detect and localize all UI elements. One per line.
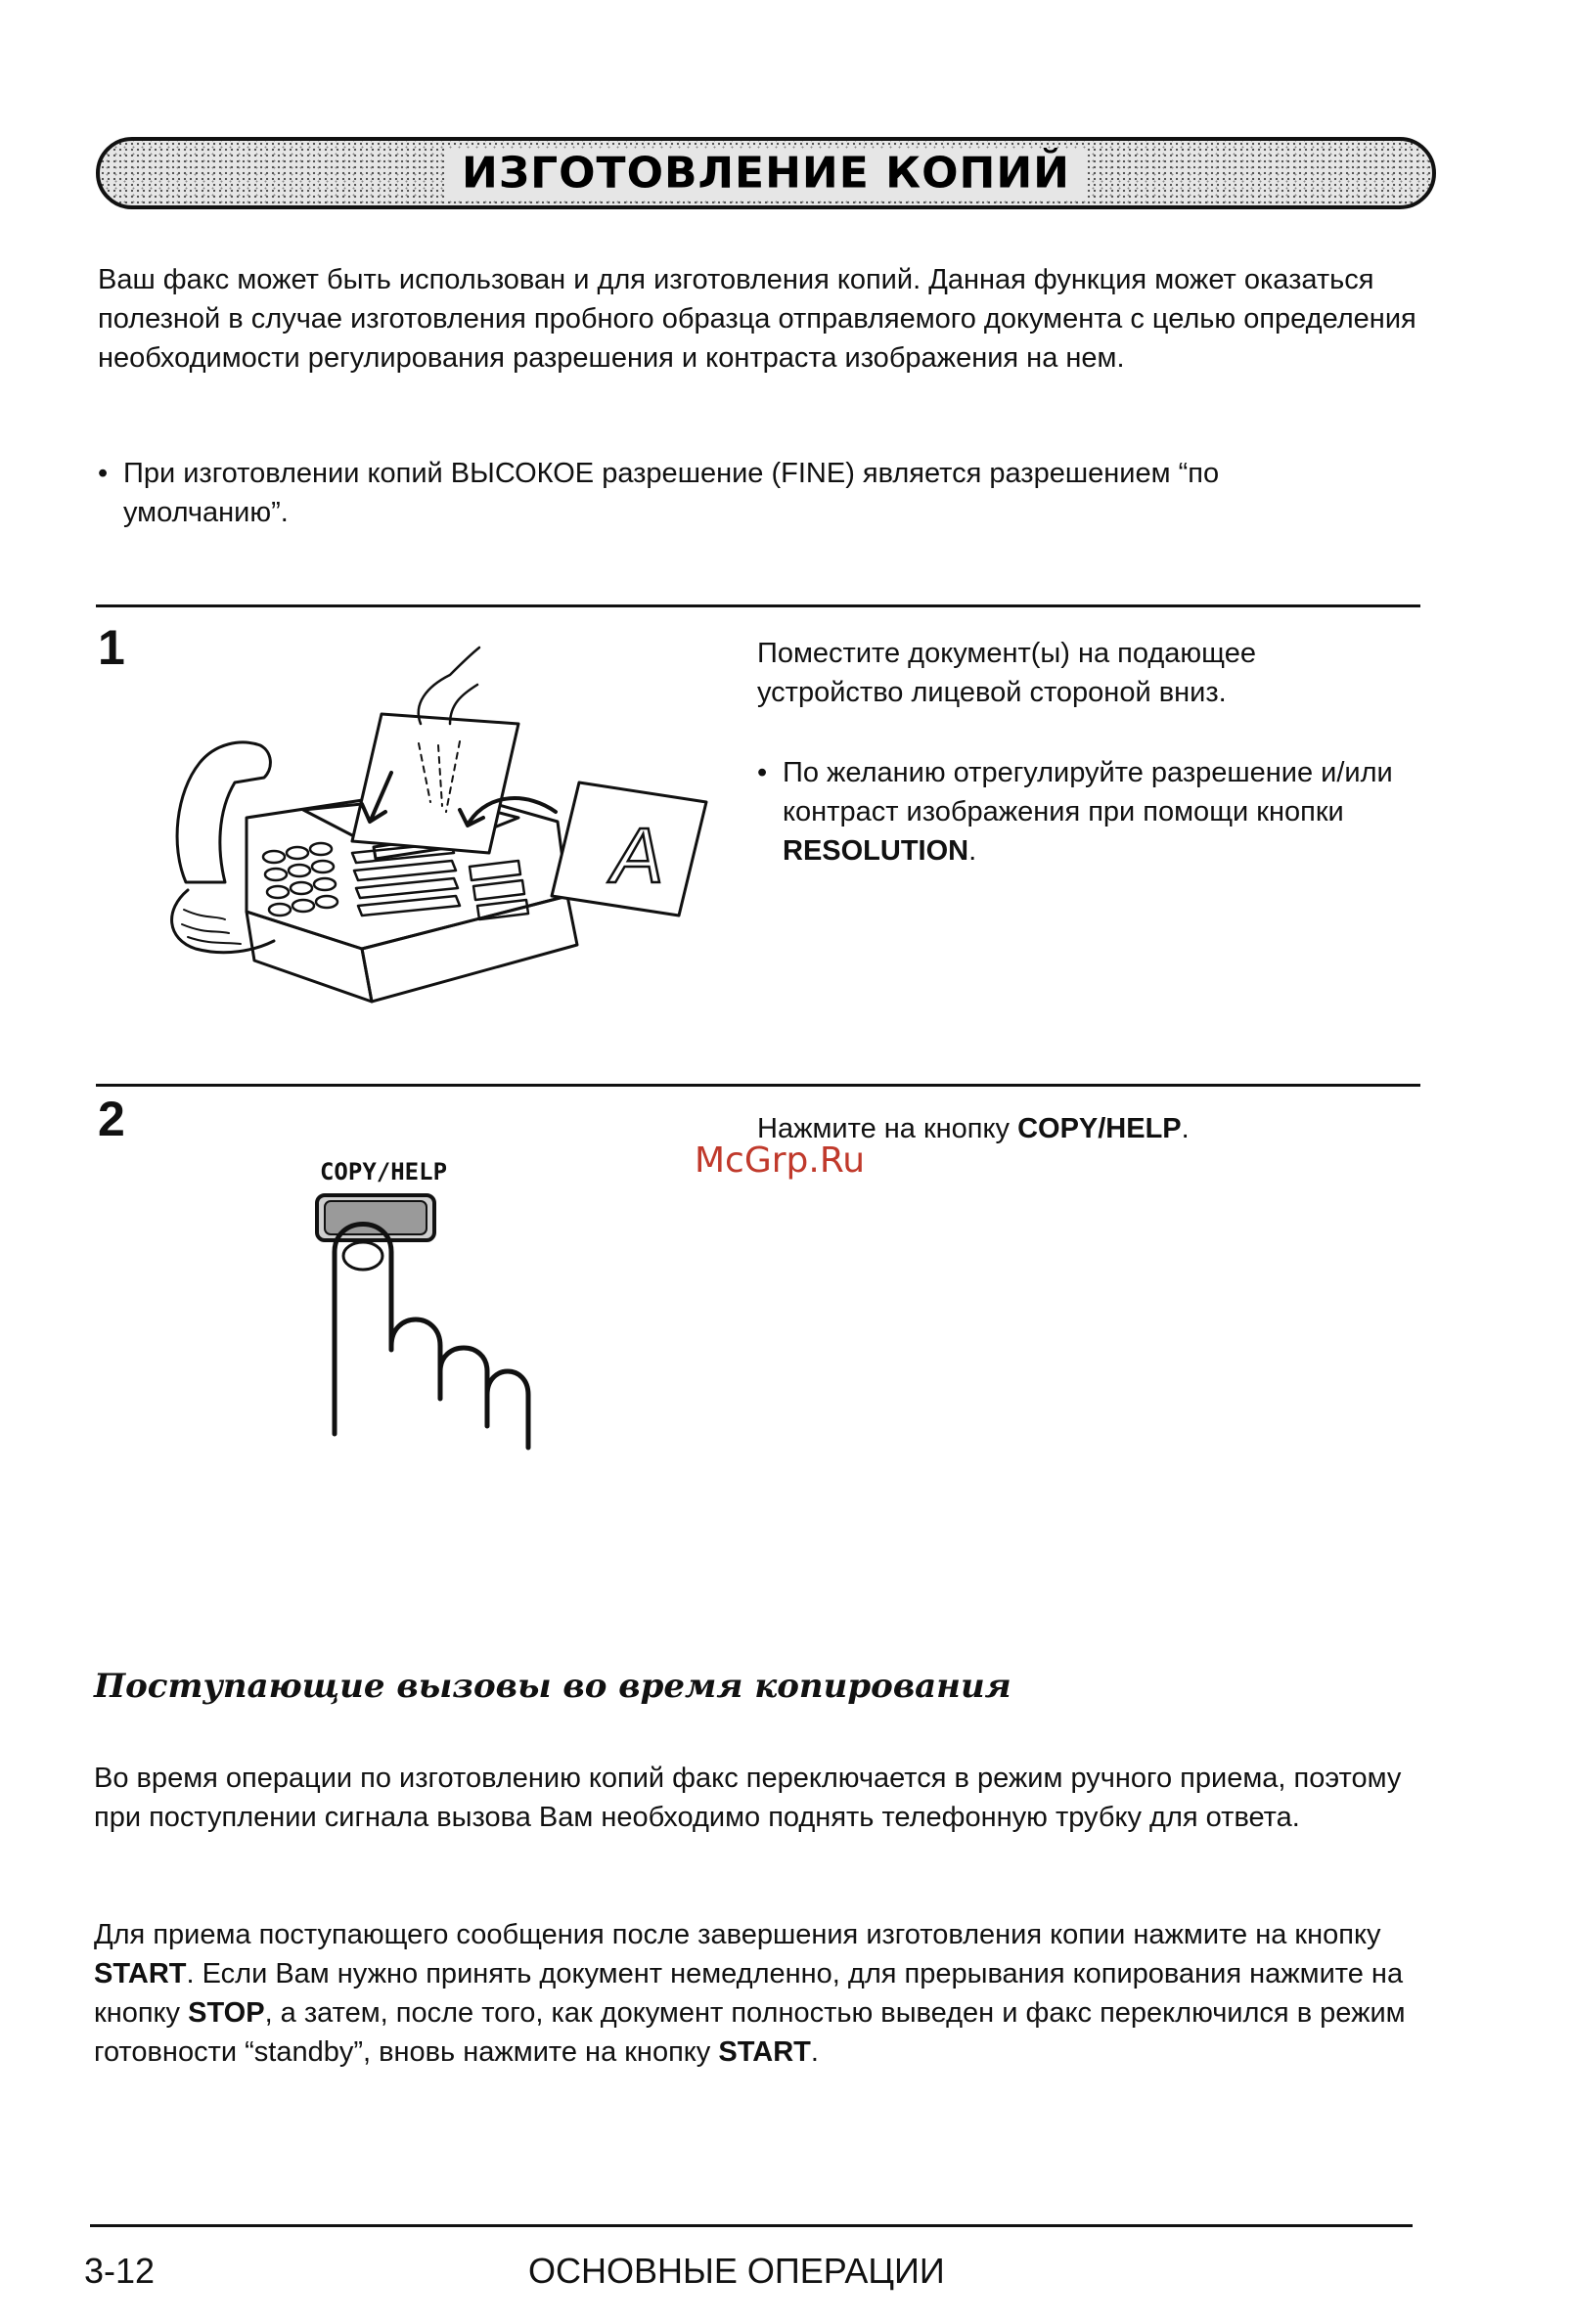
footer-divider — [90, 2224, 1413, 2227]
step-2-divider — [96, 1084, 1420, 1087]
start-key-label: START — [94, 1958, 187, 1989]
chapter-title: ОСНОВНЫЕ ОПЕРАЦИИ — [528, 2251, 945, 2291]
section-title: Поступающие вызовы во время копирования — [94, 1667, 1011, 1706]
step-1-text: Поместите документ(ы) на подающее устройство лицевой стороной вниз. — [757, 638, 1256, 708]
start-key-label-2: START — [718, 2036, 811, 2068]
step-1-bullet: • По желанию отрегулируйте разрешение и/или контраст изображения при помощи кнопки RESOLUTION. — [757, 753, 1448, 871]
page-number: 3-12 — [84, 2251, 156, 2291]
watermark-text: McGrp.Ru — [695, 1140, 866, 1181]
step-2-text: Нажмите на кнопку COPY/HELP. — [757, 1113, 1190, 1144]
copy-help-label: COPY/HELP — [319, 1158, 448, 1185]
section-paragraph-2: Для приема поступающего сообщения после завершения изготовления копии нажмите на кнопку START. Если Вам нужно принять документ немедленно, для прерывания копирования нажмите на кнопку STOP, а затем, после того, как документ полностью выведен и факс переключился в режим готовности “standby”, вновь нажмите на кнопку START. — [94, 1919, 1406, 2068]
doc-letter: A — [611, 812, 664, 899]
copy-help-key-label: COPY/HELP — [1017, 1113, 1182, 1144]
fax-machine-illustration — [157, 626, 724, 1037]
handset-shape — [177, 742, 270, 882]
resolution-key-label: RESOLUTION — [783, 835, 969, 867]
copy-button-illustration — [274, 1144, 587, 1487]
stop-key-label: STOP — [188, 1997, 265, 2029]
step-2-number: 2 — [98, 1092, 125, 1146]
section-paragraph-1: Во время операции по изготовлению копий факс переключается в режим ручного приема, поэтому при поступлении сигнала вызова Вам необходимо поднять телефонную трубку для ответа. — [94, 1763, 1402, 1833]
step-1-number: 1 — [98, 620, 125, 675]
intro-paragraph: Ваш факс может быть использован и для изготовления копий. Данная функция может оказаться полезной в случае изготовления пробного образца отправляемого документа с целью определения необходимости регулирования разрешения и контраста изображения на нем. — [98, 264, 1416, 374]
step-1-divider — [96, 604, 1420, 607]
page-title: ИЗГОТОВЛЕНИЕ КОПИЙ — [446, 149, 1086, 199]
intro-note: • При изготовлении копий ВЫСОКОЕ разрешение (FINE) является разрешением “по умолчанию”. — [98, 454, 1375, 532]
title-banner — [96, 137, 1436, 209]
